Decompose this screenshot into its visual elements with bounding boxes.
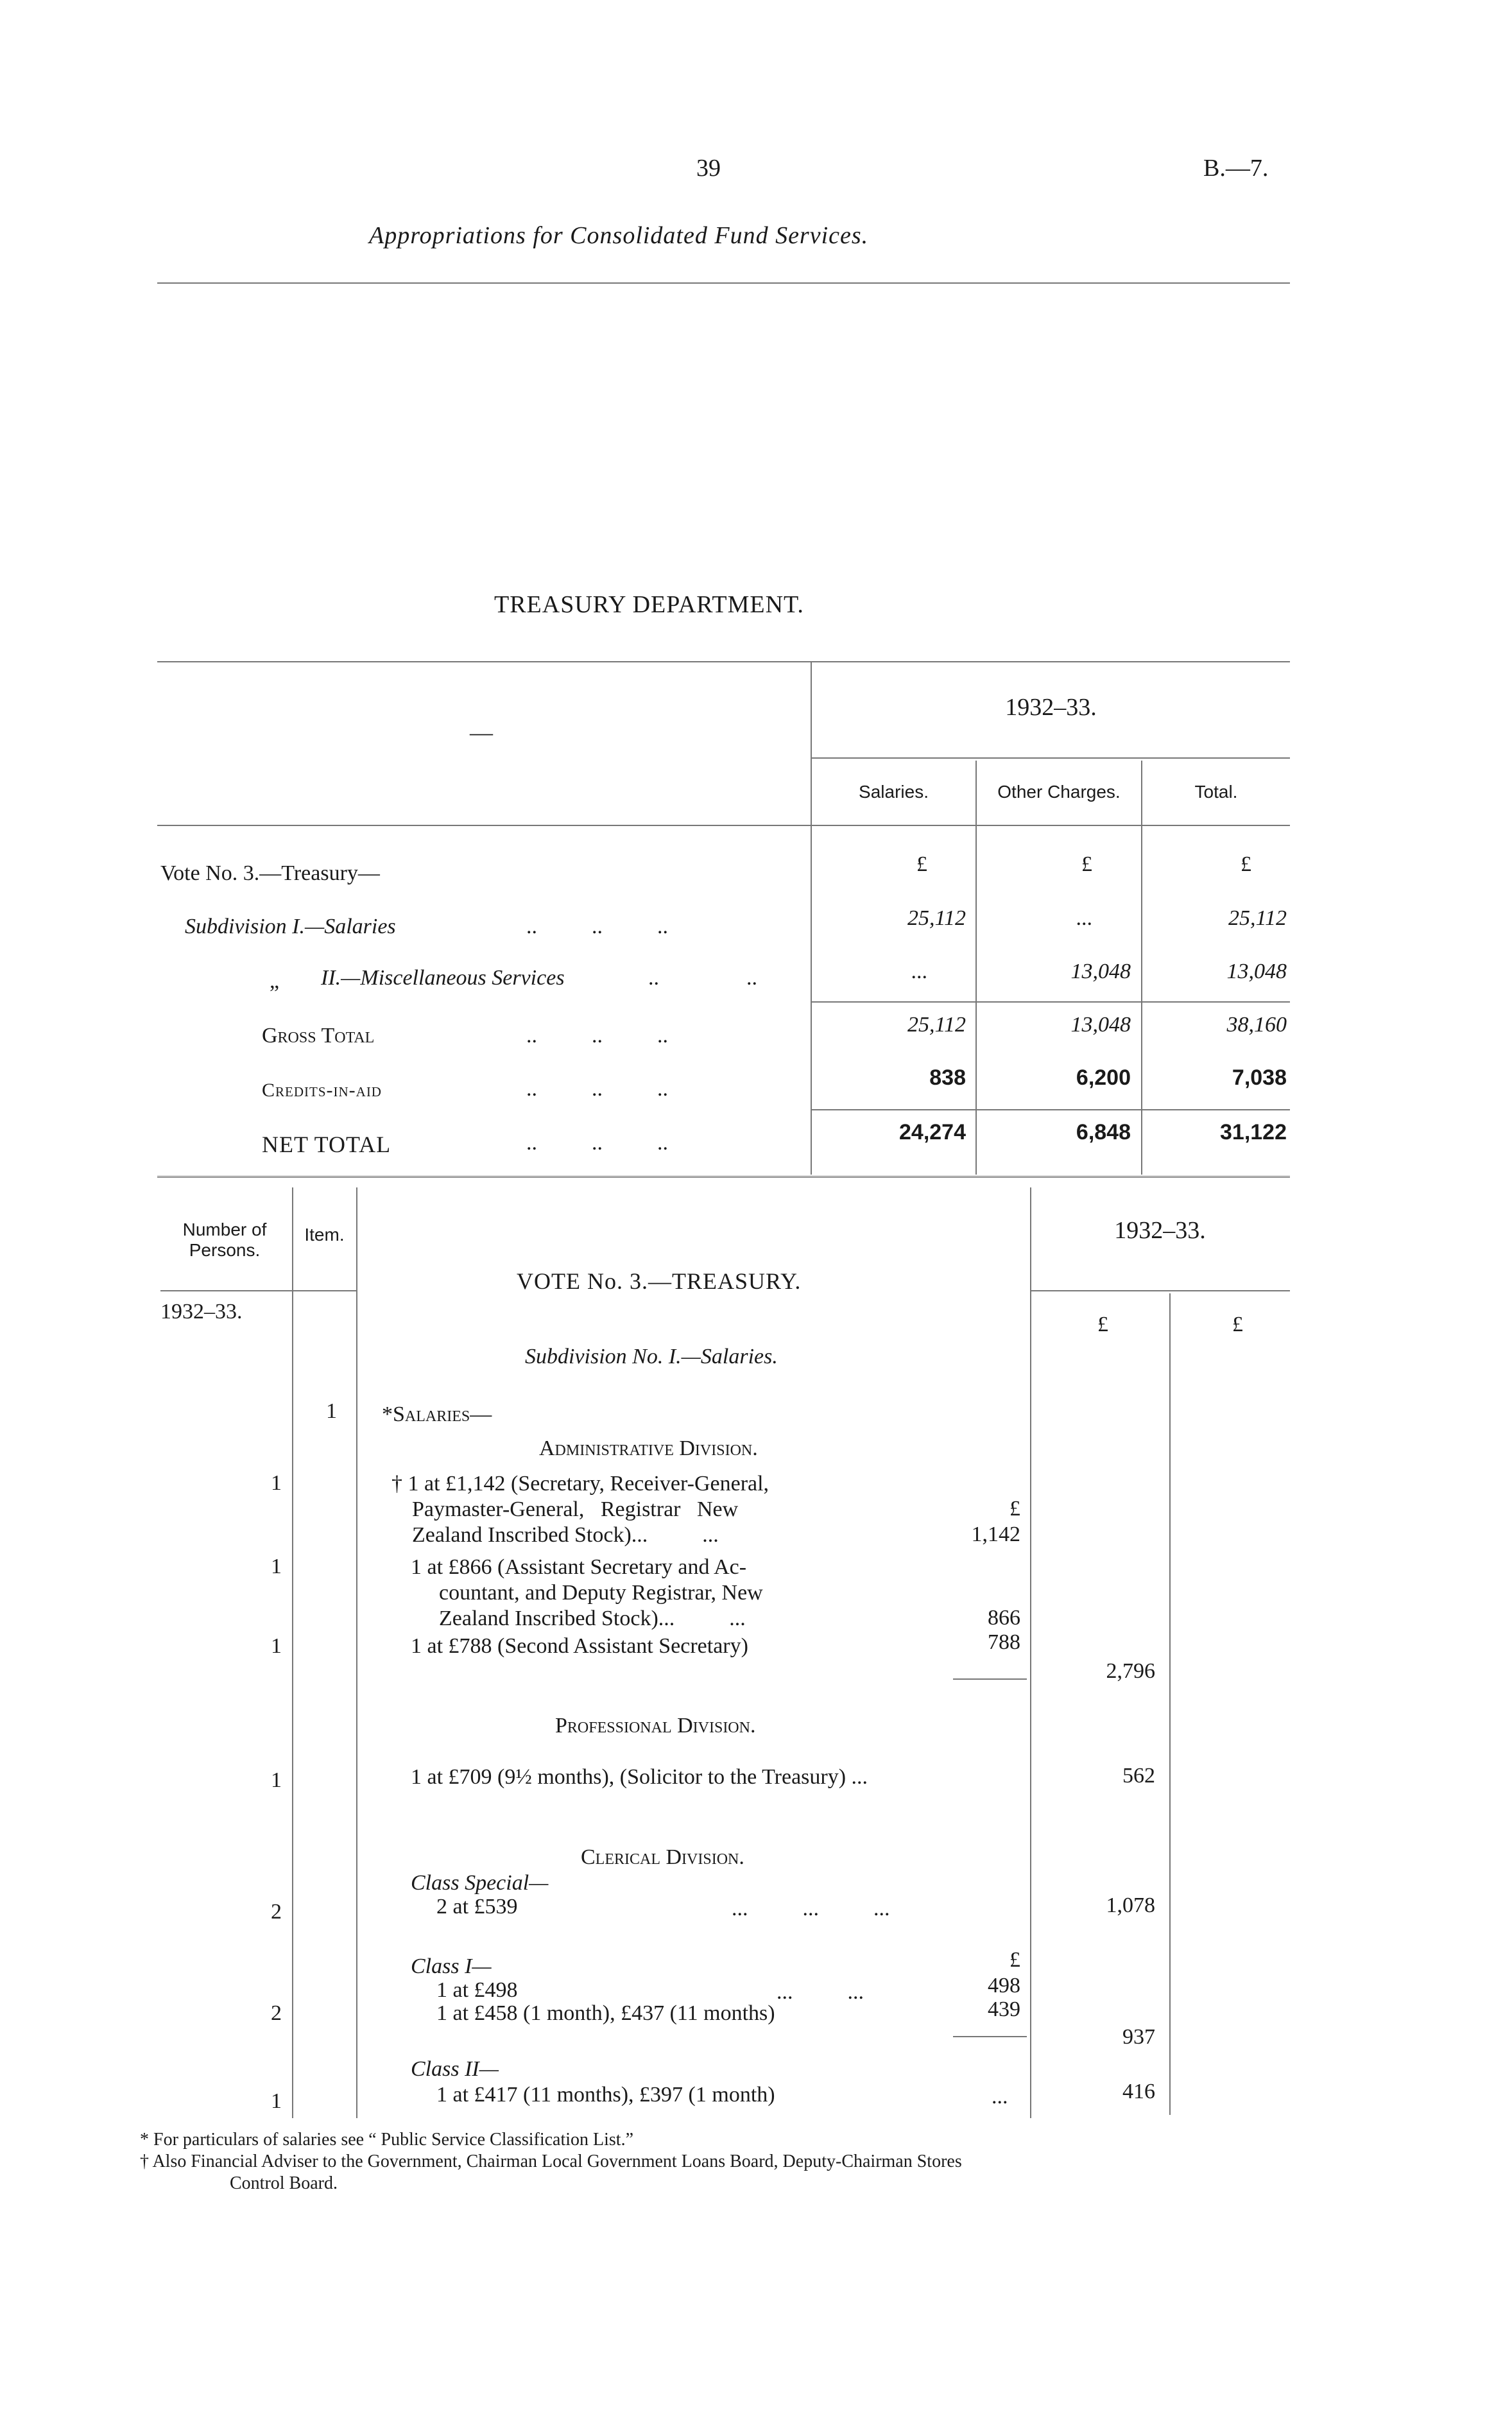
stub-dash: — [470, 720, 493, 745]
currency-salaries: £ [916, 852, 927, 876]
class-ii-total: 416 [1122, 2080, 1155, 2103]
persons-divider [292, 1187, 293, 2118]
detail-currency-1: £ [1097, 1313, 1108, 1336]
row-gross-total-total: 38,160 [1226, 1013, 1287, 1037]
admin-amount-3: 788 [988, 1630, 1020, 1654]
row-subdivision-i-salaries: 25,112 [907, 906, 966, 930]
row-credits-dots: .. .. .. [526, 1077, 668, 1101]
class-i-amount-1: 498 [988, 1974, 1020, 1997]
header-rule [157, 282, 1290, 284]
row-gross-total-label: Gross Total [262, 1024, 375, 1048]
class-i-persons: 2 [271, 2001, 282, 2025]
class-i-dots: ... ... [777, 1980, 864, 2004]
admin-amount-1: 1,142 [971, 1522, 1020, 1546]
admin-total: 2,796 [1106, 1659, 1155, 1683]
class-i-label: Class I— [411, 1954, 492, 1978]
col-item: Item. [304, 1225, 345, 1245]
subtotal-rule [812, 1001, 1290, 1003]
col-salaries: Salaries. [859, 782, 929, 802]
row-subdivision-i-label: Subdivision I.—Salaries [185, 915, 396, 938]
salaries-heading: *Salaries— [382, 1402, 492, 1426]
class-ii-dots: ... [992, 2085, 1008, 2109]
summary-bottom-rule [157, 1176, 1290, 1178]
vote-label: Vote No. 3.—Treasury— [160, 861, 380, 885]
text-divider [1030, 1187, 1031, 2118]
currency-total: £ [1241, 852, 1251, 876]
column-head-rule [157, 825, 1290, 826]
admin-currency: £ [1009, 1497, 1020, 1521]
detail-year: 1932–33. [1114, 1217, 1206, 1244]
row-subdivision-ii-other: 13,048 [1070, 960, 1131, 983]
admin-line-assistant-secretary: 1 at £866 (Assistant Secretary and Ac- countant, and Deputy Registrar, New Zealand Inscribed Stock)... ... [411, 1555, 763, 1630]
class-special-persons: 2 [271, 1900, 282, 1924]
class-ii-label: Class II— [411, 2057, 499, 2081]
admin-persons-1: 1 [271, 1471, 282, 1495]
admin-line-second-assistant: 1 at £788 (Second Assistant Secretary) [411, 1634, 748, 1658]
row-gross-total-dots: .. .. .. [526, 1024, 668, 1048]
class-ii-line: 1 at £417 (11 months), £397 (1 month) [436, 2083, 775, 2107]
col-other-charges: Other Charges. [997, 782, 1121, 802]
professional-total: 562 [1122, 1764, 1155, 1788]
row-net-total-label: NET TOTAL [262, 1132, 391, 1157]
class-i-line-1: 1 at £498 [436, 1978, 518, 2002]
class-ii-persons: 1 [271, 2089, 282, 2113]
row-subdivision-ii-dots: .. .. [648, 966, 757, 990]
department-title: TREASURY DEPARTMENT. [494, 591, 804, 618]
admin-sum-rule [953, 1678, 1027, 1680]
row-credits-total: 7,038 [1232, 1065, 1287, 1090]
class-special-line: 2 at £539 [436, 1895, 518, 1919]
row-subdivision-i-total: 25,112 [1228, 906, 1287, 930]
row-subdivision-i-dots: .. .. .. [526, 915, 668, 938]
admin-persons-2: 1 [271, 1555, 282, 1578]
administrative-heading: Administrative Division. [539, 1436, 758, 1460]
page-reference: B.—7. [1203, 155, 1269, 182]
row-net-total-total: 31,122 [1220, 1120, 1287, 1144]
footnote-salaries: * For particulars of salaries see “ Public Service Classification List.” [140, 2130, 634, 2150]
row-subdivision-ii-total: 13,048 [1226, 960, 1287, 983]
summary-year: 1932–33. [1005, 694, 1097, 721]
class-i-total: 937 [1122, 2025, 1155, 2049]
persons-head-rule [160, 1290, 356, 1291]
row-net-total-dots: .. .. .. [526, 1131, 668, 1155]
amount-divider [1169, 1293, 1171, 2115]
col-total: Total. [1194, 782, 1238, 802]
row-credits-other: 6,200 [1076, 1065, 1131, 1090]
row-net-total-other: 6,848 [1076, 1120, 1131, 1144]
admin-amount-2: 866 [988, 1606, 1020, 1630]
running-title: Appropriations for Consolidated Fund Services. [369, 222, 869, 249]
professional-line: 1 at £709 (9½ months), (Solicitor to the Treasury) ... [411, 1765, 868, 1789]
persons-year: 1932–33. [160, 1300, 243, 1324]
class-i-amount-2: 439 [988, 1997, 1020, 2021]
professional-heading: Professional Division. [555, 1714, 756, 1738]
row-credits-salaries: 838 [929, 1065, 966, 1090]
admin-persons-3: 1 [271, 1634, 282, 1658]
detail-currency-2: £ [1232, 1313, 1243, 1336]
col-number-of-persons: Number of Persons. [182, 1220, 267, 1260]
admin-line-secretary: † 1 at £1,142 (Secretary, Receiver-General, Paymaster-General, Registrar New Zealand Inscribed Stock)... ... [391, 1472, 769, 1547]
professional-persons: 1 [271, 1768, 282, 1792]
page-number: 39 [696, 155, 721, 182]
row-subdivision-ii-ditto: „ [270, 969, 280, 993]
class-special-label: Class Special— [411, 1871, 549, 1895]
summary-top-rule [157, 661, 1290, 662]
row-gross-total-other: 13,048 [1070, 1013, 1131, 1037]
row-subdivision-ii-label: II.—Miscellaneous Services [321, 966, 565, 990]
item-number: 1 [326, 1399, 337, 1423]
class-i-currency: £ [1009, 1948, 1020, 1972]
row-gross-total-salaries: 25,112 [907, 1013, 966, 1037]
subdivision-title: Subdivision No. I.—Salaries. [525, 1345, 778, 1368]
row-net-total-salaries: 24,274 [899, 1120, 966, 1144]
year-rule [812, 757, 1290, 759]
vote-title: VOTE No. 3.—TREASURY. [517, 1268, 802, 1294]
clerical-heading: Clerical Division. [581, 1845, 744, 1869]
class-special-total: 1,078 [1106, 1893, 1155, 1917]
footnote-financial-adviser: † Also Financial Adviser to the Government, Chairman Local Government Loans Board, Deputy-Chairman Stores [140, 2152, 962, 2171]
row-credits-label: Credits-in-aid [262, 1080, 382, 1101]
detail-year-rule [1031, 1290, 1290, 1291]
class-i-line-2: 1 at £458 (1 month), £437 (11 months) [436, 2001, 775, 2025]
class-i-sum-rule [953, 2036, 1027, 2037]
row-subdivision-i-other: ... [1076, 906, 1092, 930]
class-special-dots: ... ... ... [732, 1897, 890, 1920]
currency-other: £ [1081, 852, 1092, 876]
net-total-rule [812, 1109, 1290, 1110]
footnote-continuation: Control Board. [230, 2173, 338, 2193]
item-divider [356, 1187, 357, 2118]
row-subdivision-ii-salaries: ... [911, 960, 927, 983]
